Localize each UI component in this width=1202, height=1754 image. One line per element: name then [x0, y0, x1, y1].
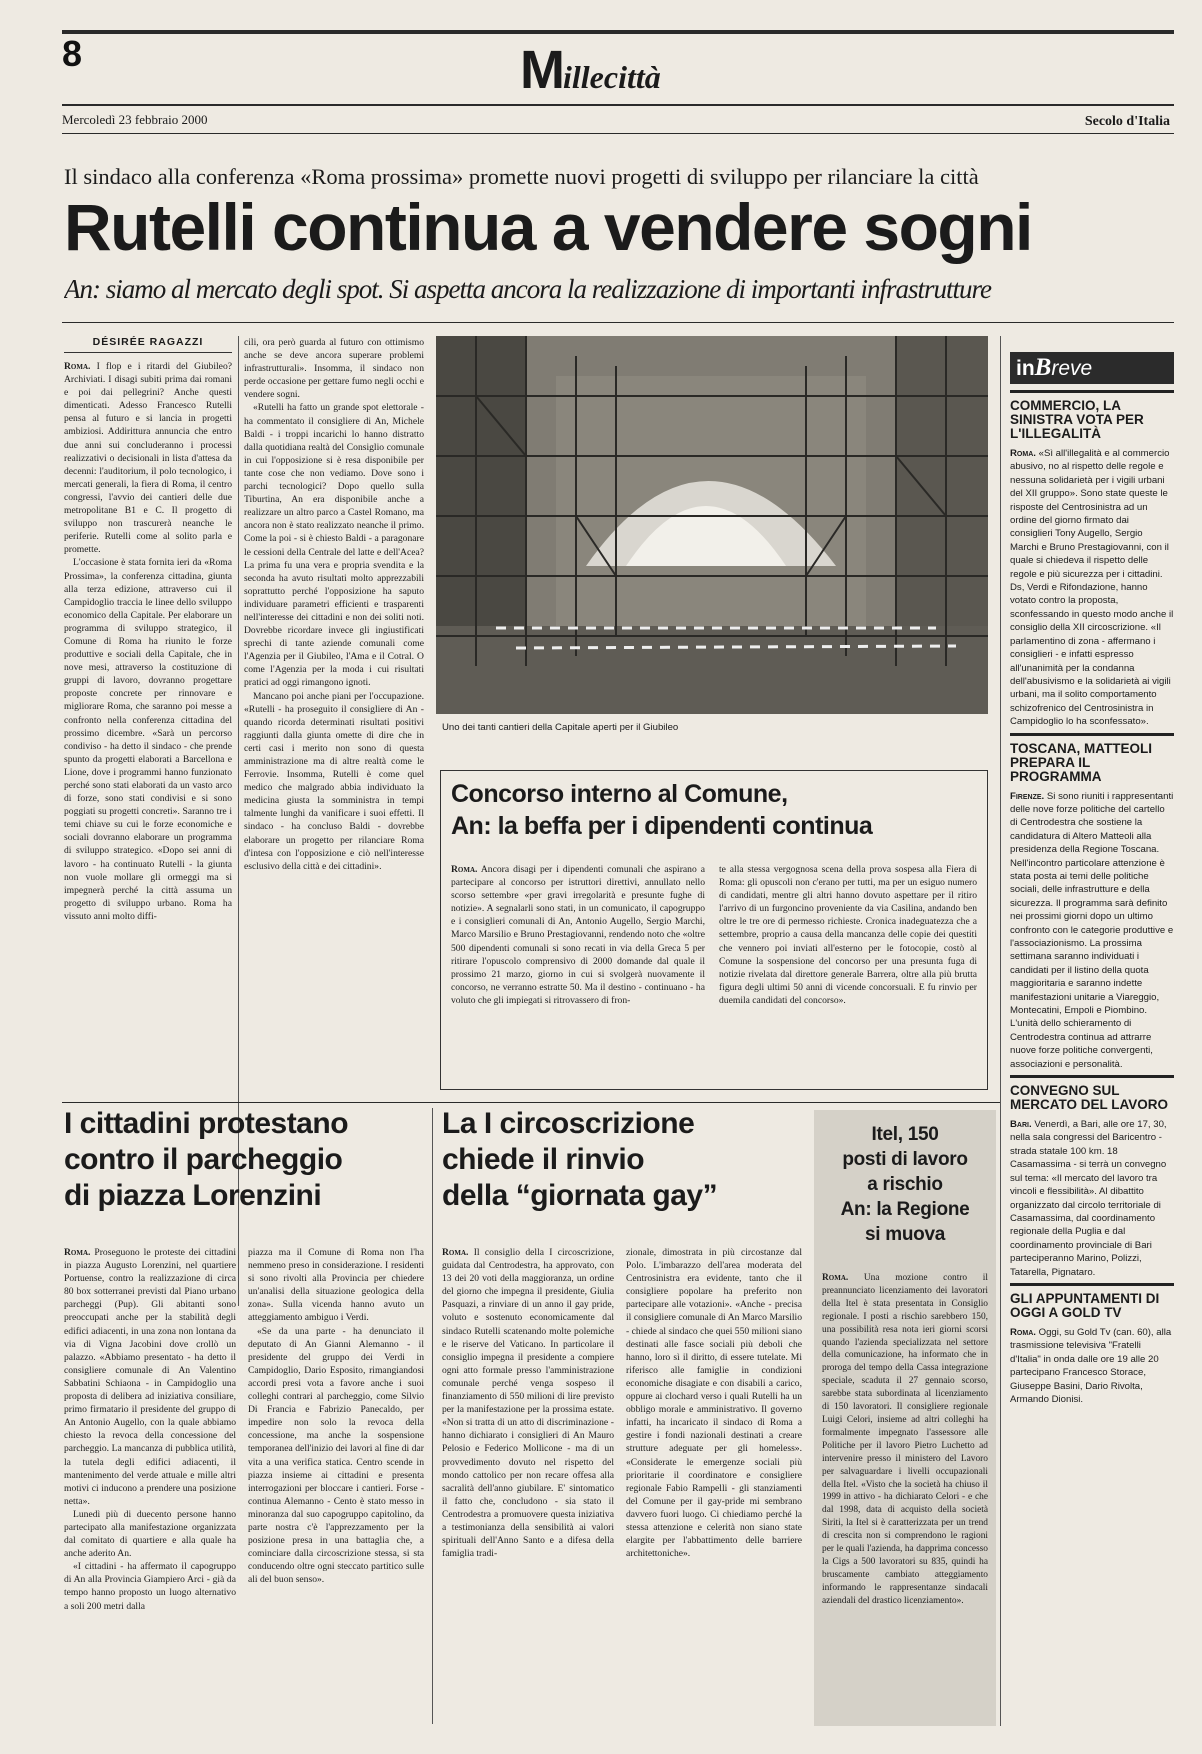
concorso-title-line2: An: la beffa per i dipendenti continua [451, 812, 873, 840]
headline-line: chiede il rinvio [442, 1143, 645, 1176]
brief-text [1010, 790, 1174, 1072]
logo-rest: reve [1051, 357, 1093, 380]
main-subhead: An: siamo al mercato degli spot. Si aspetta ancora la realizzazione di importanti infrastrutture [64, 274, 991, 304]
headline-line: La I circoscrizione [442, 1107, 695, 1140]
paragraph: «Rutelli ha fatto un grande spot elettorale - ha commentato il consigliere di An, Michele Baldi - i troppi incarichi lo hanno distratto dalla quotidiana realtà del Consiglio comunale in cui l'opposizione si è resa disponibile per tante cose che non vediamo. Dove sono i parchi tecnologici? Dopo quello sulla Tiburtina, An era disponibile anche a realizzare un altro parco a Castel Romano, ma ancora non è stato realizzato neanche il primo. Come la poi - si è chiesto Baldi - a paragonare le cessioni della Centrale del latte e dell'Acea? La prima fu una vera e propria svendita e la seconda ha avuto risultati molto apprezzabili soprattutto perché l'opposizione ha saputo individuare parametri efficienti e trasparenti nell'interesse dei cittadini e non dei soliti noti. Dovrebbe ricordare invece gli ingiustificati sprechi di tante aziende comunali come l'Agenzia per il Giubileo, l'Ama e il Cotral. O come l'Agenzia per la moda i cui risultati pratici ad oggi rimangono ignoti. [244, 402, 424, 689]
in-breve-logo [1010, 352, 1174, 384]
newspaper-name: Secolo d'Italia [1084, 114, 1170, 129]
lorenzini-col2 [248, 1246, 424, 1726]
headline-line: di piazza Lorenzini [64, 1179, 322, 1212]
paragraph: «Se da una parte - ha denunciato il deputato di An Gianni Alemanno - il presidente del gruppo dei Verdi in Campidoglio, Dario Esposito, rimangiandosi accordi presi vota a favore anche i suoi colleghi contrari al parcheggio, come Silvio Di Francia e Fabrizio Panecaldo, per impedire non solo la revoca della concessione, ma anche la sospensione temporanea dell'inizio dei lavori al fine di dar vita a una verifica statica. Centro scende in piazza insieme ai cittadini e presenta interrogazioni per bloccare i cantieri. Forse - continua Alemanno - Cento è stato messo in minoranza dal suo capogruppo capitolino, da parte nostra c'è l'apprezzamento per la posizione presa in una battaglia che, a cominciare dalla circoscrizione stessa, si sta conducendo oltre ogni steccato partitico sulle ali del buon senso». [248, 1325, 424, 1586]
brief-body: Si sono riuniti i rappresentanti delle nove forze politiche del cartello di Centrodestra che sostiene la candidatura di Altero Matteoli alla presidenza della Regione Toscana. Nell'incontro particolare attenzione è stata posta ai temi delle politiche sociali, delle infrastrutture e della sicurezza. Il programma sarà definito nei prossimi giorni dopo un ultimo confronto con le categorie produttive e l'associazionismo. La prossima settimana saranno individuati i candidati per il listino della quota maggioritaria e saranno indette manifestazioni unitarie a Viareggio, Montecatini, Empoli e Piombino. L'unità dello schieramento di Centrodestra continua ad attrarre nuove forze politiche convergenti, associazioni e personalità. [1010, 790, 1174, 1070]
itel-text [822, 1272, 988, 1718]
itel-box [814, 1110, 996, 1726]
brief-body: Oggi, su Gold Tv (can. 60), alla trasmissione televisiva "Fratelli d'Italia" in onda dalle ore 19 alle 20 partecipano Francesco Storace, Giuseppe Basini, Dario Rivolta, Armando Dionisi. [1010, 1326, 1172, 1405]
concorso-col2 [719, 863, 977, 1081]
brief-text [1010, 1118, 1174, 1279]
headline-line: posti di lavoro [842, 1149, 968, 1170]
main-headline: Rutelli continua a vendere sogni [64, 190, 1032, 264]
headline-line: Itel, 150 [871, 1124, 939, 1145]
paragraph: L'occasione è stata fornita ieri da «Roma Prossima», la conferenza cittadina, giunta alla terza edizione, attraverso cui il Campidoglio traccia le linee dello sviluppo economico della Capitale. Per elaborare un programma di sviluppo strategico, il Comune di Roma ha riunito le forze produttive e sociali della Capitale, che in nove mesi, attraverso la costituzione di gruppi di lavoro, dovranno progettare proposte concrete per rinnovare e migliorare Roma, che saranno poi messe a confronto nella conferenza cittadina del prossimo dicembre. «Sarà un percorso condiviso - ha detto il sindaco - che prende spunto da progetti elaborati a Barcellona e Lione, dove i programmi hanno funzionato perché sono stati elaborati da un vasto arco di forze, sono stati condivisi e si sono poggiati su progetti concreti». Saranno tre i temi chiave su cui le forze economiche e sociali dovranno elaborare un programma di sviluppo strategico. «Dopo sei anni di lavoro - ha continuato Rutelli - la giunta non vuole mollare gli ormeggi ma si impegnerà perché la città assuma un progetto di sviluppo urbano. Roma ha vissuto anni molto diffi- [64, 557, 232, 922]
in-breve-sidebar [1010, 352, 1174, 1724]
concorso-title-line1: Concorso interno al Comune, [451, 780, 788, 808]
brief-item [1010, 1075, 1174, 1279]
construction-site-image [436, 336, 988, 714]
concorso-box [440, 770, 988, 1090]
paragraph: Una mozione contro il preannunciato licenziamento dei lavoratori della Itel è stata presentata in Consiglio regionale. I posti a rischio sarebbero 150, una possibilità resa nota ieri giorni scorsi quando l'azienda specializzata nel settore della comunicazione, ha informato che in proroga del tempo della Cassa integrazione speciale, scaduta il 27 gennaio scorso, sarebbe stata subordinata al licenziamento di 150 lavoratori. Il consigliere regionale Luigi Celori, insieme ad altri colleghi ha formalmente impegnato l'assessore alle Politiche per il lavoro Pietro Luchetto ad intervenire presso il ministero del Lavoro per salvaguardare i livelli occupazionali della Itel. «Visto che la società ha chiuso il 1999 in attivo - ha dichiarato Celori - e che dal 1998, data di acquisto della società Siriti, la Itel si è caratterizzata per un trend di crescita non si comprendono le ragioni per le quali l'azienda, ha dapprima concesso la Cigs a 500 lavoratori su 835, quindi ha bruscamente cambiato atteggiamento informando le rappresentanze sindacali aziendali del drastico licenziamento». [822, 1273, 988, 1606]
giornata-col2 [626, 1246, 802, 1726]
dateline: Roma. [1010, 448, 1036, 459]
headline-line: contro il parcheggio [64, 1143, 343, 1176]
dateline: Roma. [64, 1247, 91, 1258]
dateline: Roma. [64, 361, 91, 372]
headline-line: a rischio [867, 1174, 943, 1195]
dateline: Roma. [451, 864, 478, 875]
headline-line: An: la Regione [840, 1199, 970, 1220]
paragraph: Il consiglio della I circoscrizione, guidata dal Centrodestra, ha approvato, con 13 dei 20 voti della maggioranza, un ordine del giorno che impegna il presidente, Giulia Pasquazi, a rinviare di un anno il gay pride, voluto e sostenuto economicamente dal sindaco Rutelli scatenando molte polemiche e le riserve del Vaticano. In particolare il consiglio impegna il presidente a compiere ogni atto formale presso l'amministrazione comunale perché venga sospeso il finanziamento di 550 milioni di lire previsto per la manifestazione per la prossima estate. «Non si tratta di un atto di discriminazione - hanno dichiarato i consiglieri di An Mauro Pelosio e Federico Mollicone - ma di un provvedimento dovuto nel rispetto del mondo cattolico per non recare offesa alla sacralità dell'anno giubilare. E' sintomatico il fatto che, concludono - sia stato il Centrodestra a promuovere questa iniziativa a testimonianza della sensibilità ai valori spirituali dell'Anno Santo e a difesa della famiglia tradi- [442, 1247, 614, 1560]
giornata-headline [442, 1106, 802, 1214]
paragraph: I flop e i ritardi del Giubileo? Archiviati. I disagi subiti prima dai romani e poi dai pellegrini? Anche questi dimenticati. Adesso Francesco Rutelli pensa al futuro e si lancia in progetti ambiziosi. Addirittura annuncia che entro due anni sui concluderanno i processi realizzativi o decisionali in lista d'attesa da decenni: l'auditorium, il polo tecnologico, i mercati generali, la fiera di Roma, il centro congressi, l'avvio dei cantieri delle due metropolitane B1 e C. Il progetto di sviluppo non trascurerà neanche le periferie. Rutelli come al solito parla e promette. [64, 361, 232, 556]
section-title-initial: M [520, 40, 563, 100]
concorso-col1 [451, 863, 705, 1081]
brief-item [1010, 1283, 1174, 1406]
lorenzini-col1 [64, 1246, 236, 1726]
brief-item [1010, 390, 1174, 729]
logo-in: in [1016, 357, 1035, 380]
section-title-rest: illecittà [562, 59, 661, 95]
paragraph: cili, ora però guarda al futuro con ottimismo anche se deve ancora superare problemi infrastrutturali». Insomma, il sindaco non perde occasione per gettare fumo negli occhi e vendere sogni. [244, 337, 424, 401]
paragraph: zionale, dimostrata in più circostanze dal Polo. L'imbarazzo dell'area moderata del Centrosinistra era evidente, tanto che il consigliere popolare ha preferito non partecipare alle votazioni». «Anche - precisa il consigliere comunale di An Marco Marsilio - chiede al sindaco che quei 550 milioni siano destinati alle fasce sociali più deboli che hanno, loro sì il diritto, di essere tutelate. Mi riferisco alle famiglie in condizioni economiche disagiate e con disabili a carico, oppure ai clochard verso i quali Rutelli ha un obbligo morale e amministrativo. Il governo infatti, ha incaricato il sindaco di Roma a gestire i fondi nazionali destinati a creare strutture adeguate per gli homeless». «Considerate le emergenze sociali più prioritarie il coordinatore e consigliere regionale Fabio Rampelli - gli stanziamenti del Comune per il gay-pride mi sembrano davvero fuori luogo. Ci chiediamo perché la stessa attenzione e celerità non siano state elargite per l'abbattimento delle barriere architettoniche». [626, 1247, 802, 1560]
brief-item [1010, 733, 1174, 1072]
headline-line: I cittadini protestano [64, 1107, 349, 1140]
giornata-col1 [442, 1246, 614, 1726]
itel-headline [818, 1122, 992, 1247]
headline-line: della “giornata gay” [442, 1179, 718, 1212]
byline: DÉSIRÉE RAGAZZI [64, 336, 232, 353]
brief-title: TOSCANA, MATTEOLI PREPARA IL PROGRAMMA [1010, 733, 1174, 790]
dateline: Roma. [442, 1247, 469, 1258]
headline-line: si muova [865, 1224, 945, 1245]
section-title [520, 42, 661, 98]
lorenzini-headline [64, 1106, 424, 1214]
paragraph: «I cittadini - ha affermato il capogruppo di An alla Provincia Giampiero Arci - già da tempo hanno proposto un luogo alternativo a soli 200 metri dalla [64, 1561, 236, 1612]
page-number: 8 [62, 33, 82, 74]
brief-body: «Sì all'illegalità e al commercio abusivo, no al rispetto delle regole e nessuna solidarietà per i vigili urbani del XII gruppo». Sono state queste le risposte del Centrosinistra ad un ordine del giorno firmato dai consiglieri Tony Augello, Sergio Marchi e Bruno Prestagiovanni, con il quale si chiedeva il rispetto delle regole e più sicurezza per i cittadini. Ds, Verdi e Rifondazione, hanno votato contro la proposta, sconfessando in questo modo anche il consiglio della XII circoscrizione. «Il parlamentino di zona - affermano i consiglieri - e infatti espresso all'unanimità per la condanna dell'abusivismo e la solidarietà ai vigili urbani, ma il solito comportamento schizofrenico del Centrosinistra in Campidoglio lo ha sconfessato». [1010, 448, 1174, 728]
brief-title: GLI APPUNTAMENTI DI OGGI A GOLD TV [1010, 1283, 1174, 1326]
paragraph: Ancora disagi per i dipendenti comunali che aspirano a partecipare al concorso per istruttori direttivi, annullato nello scorso settembre «per gravi irregolarità e presunte fughe di notizie». A segnalarli sono stati, in un comunicato, il capogruppo e i consiglieri comunali di An, Antonio Augello, Sergio Marchi, Marco Marsilio e Bruno Prestagiovanni, rendendo noto che «oltre 500 dipendenti comunali si sono recati in via della Greca 5 per ritirare l'opuscolo comprensivo di 2000 domande dal quale il prossimo 21 marzo, giorno in cui si svolgerà nuovamente il concorso, ne verranno estratte 50. Ma il destino - continuano - ha voluto che gli impiegati si ritrovassero di fron- [451, 864, 705, 1006]
brief-title: CONVEGNO SUL MERCATO DEL LAVORO [1010, 1075, 1174, 1118]
dateline: Roma. [1010, 1326, 1036, 1338]
dateline: Firenze. [1010, 790, 1045, 802]
scaffolding-photo [436, 336, 988, 714]
paragraph: Proseguono le proteste dei cittadini in piazza Augusto Lorenzini, nel quartiere Portuense, contro la realizzazione di circa 80 box sotterranei previsti dal Piano urbano parcheggi (Pup). Gli abitanti sono preoccupati anche per la stabilità degli edifici adiacenti, in una zona non lontana da via di Vigna Jacobini dove crollò un palazzo. «Abbiamo presentato - ha detto il consigliere comunale di An Valentino Sabbatini Schiaona - in Campidoglio una proposta di delibera ad iniziativa consiliare, primo firmatario il presidente del gruppo di An Antonio Augello, con la quale abbiamo chiesto la revoca della concessione del parcheggio. La mancanza di pubblica utilità, la tutela degli edifici adiacenti, il mantenimento del verde attuale e mille altri motivi ci inducono a prendere una posizione netta». [64, 1247, 236, 1507]
brief-text [1010, 447, 1174, 729]
brief-body: Venerdì, a Bari, alle ore 17, 30, nella sala congressi del Baricentro - strada statale 100 km. 18 Casamassima - si terrà un convegno sul tema: «Il mercato del lavoro tra vincoli e flessibilità». Al dibattito organizzato dal circolo territoriale di Casamassima, dal coordinamento regionale della Puglia e dal coordinamento provinciale di Bari parteciperanno Marino, Polizzi, Tatarella, Pignataro. [1010, 1119, 1167, 1278]
logo-b: B [1034, 354, 1052, 381]
brief-title: COMMERCIO, LA SINISTRA VOTA PER L'ILLEGALITÀ [1010, 390, 1174, 447]
issue-date: Mercoledì 23 febbraio 2000 [62, 112, 208, 127]
paragraph: Lunedì più di duecento persone hanno partecipato alla manifestazione organizzata dal comitato di quartiere e alla quale ha anche aderito An. [64, 1508, 236, 1560]
dateline: Roma. [822, 1273, 849, 1283]
brief-text [1010, 1326, 1174, 1406]
photo-caption: Uno dei tanti cantieri della Capitale aperti per il Giubileo [442, 722, 679, 733]
paragraph: Mancano poi anche piani per l'occupazione. «Rutelli - ha proseguito il consigliere di An - quando ricorda determinati risultati positivi raggiunti dalla giunta omette di dire che in certi casi i merito non sono di questa amministrazione ma di altre realtà come le Ferrovie. Insomma, Rutelli è come quel medico che malgrado abbia individuato la medicina giusta la somministra in tempi talmente lunghi da vanificare i suoi effetti. Il sindaco - ha concluso Baldi - dovrebbe elaborare un progetto per rilanciare Roma d'intesa con l'opposizione e ciò nell'interesse esclusivo della città e dei cittadini». [244, 690, 424, 872]
main-kicker: Il sindaco alla conferenza «Roma prossima» promette nuovi progetti di sviluppo per rilanciare la città [64, 164, 979, 189]
paragraph: piazza ma il Comune di Roma non l'ha nemmeno preso in considerazione. I residenti si sono rivolti alla Provincia per chiedere un'analisi della situazione geologica della zona». Sulla vicenda hanno avuto un atteggiamento ambiguo i Verdi. [248, 1247, 424, 1324]
paragraph: te alla stessa vergognosa scena della prova sospesa alla Fiera di Roma: gli opuscoli non c'erano per tutti, ma per un esiguo numero di candidati, mentre gli altri hanno dovuto aspettare per il ritiro l'arrivo di un furgoncino proveniente da via Casilina, andando ben oltre le tre ore di permesso richieste. Cronica inadeguatezza che a settembre, proprio a causa della mancanza delle copie dei questiti che vennero poi inviati all'esterno per le fotocopie, costò al Comune la sospensione del concorso per una presunta fuga di notizie rivelata dal direttore generale Barrera, oltre alla più brutta figura degli ultimi 50 anni di vicende concorsuali. E fu rinvio per duemila candidati del concorso». [719, 864, 977, 1006]
dateline: Bari. [1010, 1119, 1032, 1131]
